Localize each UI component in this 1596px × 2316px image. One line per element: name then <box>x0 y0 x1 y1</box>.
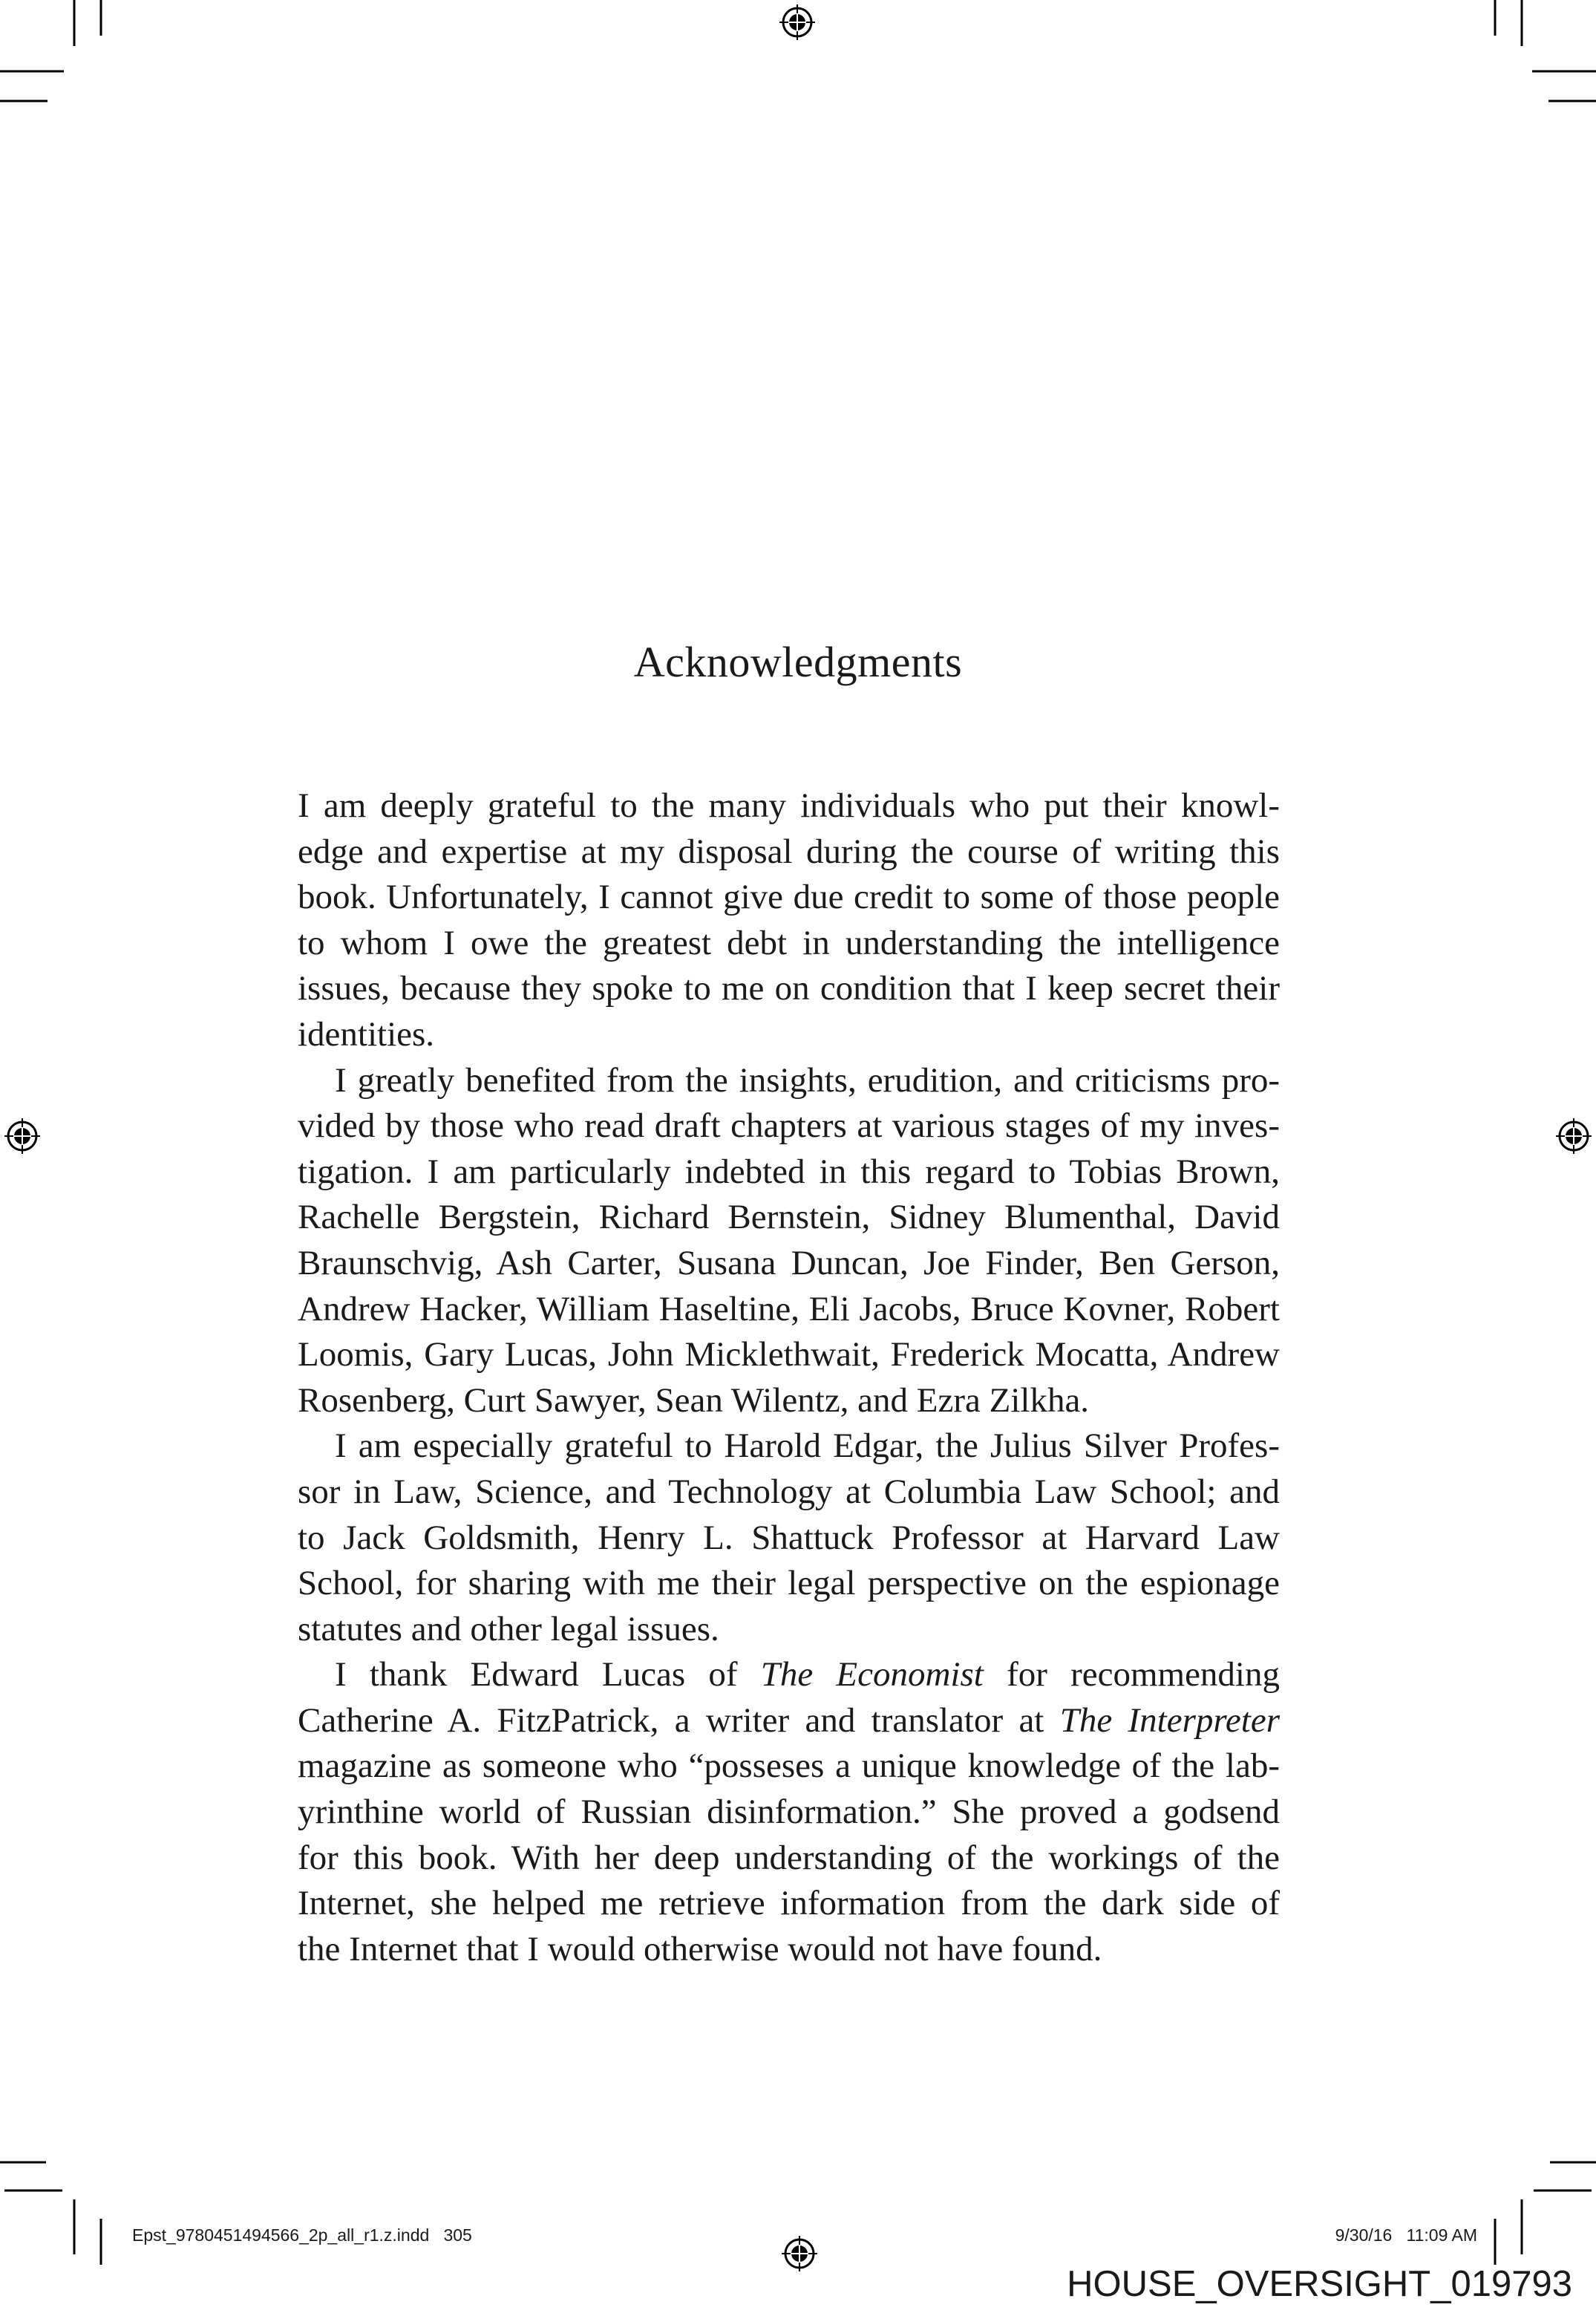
text-line <box>298 1058 1280 1104</box>
text-line <box>298 1561 1280 1607</box>
text-line <box>298 783 1280 829</box>
italic-title: The Interpreter <box>1059 1700 1280 1740</box>
registration-mark-icon <box>779 4 815 40</box>
text-segment: I am especially grateful to Harold Edgar, the Julius Silver Profes- <box>335 1426 1280 1466</box>
italic-title: The Economist <box>760 1655 984 1694</box>
text-line <box>298 1743 1280 1790</box>
text-segment: for recommending <box>983 1655 1280 1694</box>
text-line <box>298 1241 1280 1287</box>
body-text <box>298 783 1280 1972</box>
text-line <box>298 1516 1280 1562</box>
text-segment: School, for sharing with me their legal perspective on the espionage <box>298 1564 1280 1603</box>
text-line <box>298 1927 1280 1973</box>
text-segment: magazine as someone who “posseses a unique knowledge of the lab- <box>298 1746 1280 1786</box>
page-title: Acknowledgments <box>633 638 963 686</box>
text-line <box>298 1378 1280 1424</box>
text-line <box>298 829 1280 875</box>
text-line <box>298 1836 1280 1882</box>
bates-number: HOUSE_OVERSIGHT_019793 <box>1067 2264 1572 2304</box>
text-line <box>298 1790 1280 1836</box>
text-line <box>298 1469 1280 1516</box>
text-segment: the Internet that I would otherwise would not have found. <box>298 1929 1102 1968</box>
text-segment: Rosenberg, Curt Sawyer, Sean Wilentz, and Ezra Zilkha. <box>298 1380 1090 1420</box>
registration-mark-icon <box>782 2236 817 2271</box>
text-segment: sor in Law, Science, and Technology at Columbia Law School; and <box>298 1472 1280 1511</box>
text-segment: tigation. I am particularly indebted in this regard to Tobias Brown, <box>298 1152 1280 1191</box>
text-segment: edge and expertise at my disposal during the course of writing this <box>298 832 1280 871</box>
text-segment: statutes and other legal issues. <box>298 1609 719 1648</box>
text-segment: Andrew Hacker, William Haseltine, Eli Jacobs, Bruce Kovner, Robert <box>298 1289 1280 1328</box>
text-line <box>298 1652 1280 1698</box>
text-segment: yrinthine world of Russian disinformation.” She proved a godsend <box>298 1793 1280 1832</box>
text-segment: Braunschvig, Ash Carter, Susana Duncan, Joe Finder, Ben Gerson, <box>298 1243 1280 1282</box>
text-segment: vided by those who read draft chapters at various stages of my inves- <box>298 1106 1280 1146</box>
text-line <box>298 1149 1280 1195</box>
text-line <box>298 1423 1280 1469</box>
text-segment: Catherine A. FitzPatrick, a writer and translator at <box>298 1700 1060 1740</box>
text-line <box>298 1607 1280 1653</box>
text-line <box>298 1195 1280 1241</box>
text-segment: issues, because they spoke to me on condition that I keep secret their <box>298 969 1280 1008</box>
slug-file-name: Epst_9780451494566_2p_all_r1.z.indd 305 <box>132 2225 472 2245</box>
text-line <box>298 1881 1280 1927</box>
text-segment: for this book. With her deep understanding of the workings of the <box>298 1838 1280 1877</box>
text-segment: Loomis, Gary Lucas, John Micklethwait, Frederick Mocatta, Andrew <box>298 1335 1280 1374</box>
registration-mark-icon <box>1556 1118 1592 1154</box>
text-segment: I am deeply grateful to the many individuals who put their knowl- <box>298 786 1280 825</box>
registration-mark-icon <box>4 1118 40 1154</box>
text-segment: to Jack Goldsmith, Henry L. Shattuck Professor at Harvard Law <box>298 1518 1280 1557</box>
text-line <box>298 1287 1280 1333</box>
text-line <box>298 875 1280 921</box>
text-segment: I thank Edward Lucas of <box>335 1655 761 1694</box>
text-segment: Internet, she helped me retrieve information from the dark side of <box>298 1884 1280 1923</box>
text-line <box>298 1103 1280 1149</box>
text-line <box>298 1012 1280 1058</box>
text-line <box>298 1698 1280 1744</box>
text-line <box>298 1332 1280 1378</box>
slug-date: 9/30/16 11:09 AM <box>1335 2225 1477 2245</box>
text-segment: identities. <box>298 1014 435 1054</box>
text-segment: book. Unfortunately, I cannot give due credit to some of those people <box>298 878 1280 917</box>
text-line <box>298 921 1280 967</box>
text-segment: I greatly benefited from the insights, erudition, and criticisms pro- <box>335 1060 1280 1100</box>
text-segment: Rachelle Bergstein, Richard Bernstein, Sidney Blumenthal, David <box>298 1198 1280 1237</box>
text-line <box>298 966 1280 1012</box>
text-segment: to whom I owe the greatest debt in understanding the intelligence <box>298 923 1280 962</box>
